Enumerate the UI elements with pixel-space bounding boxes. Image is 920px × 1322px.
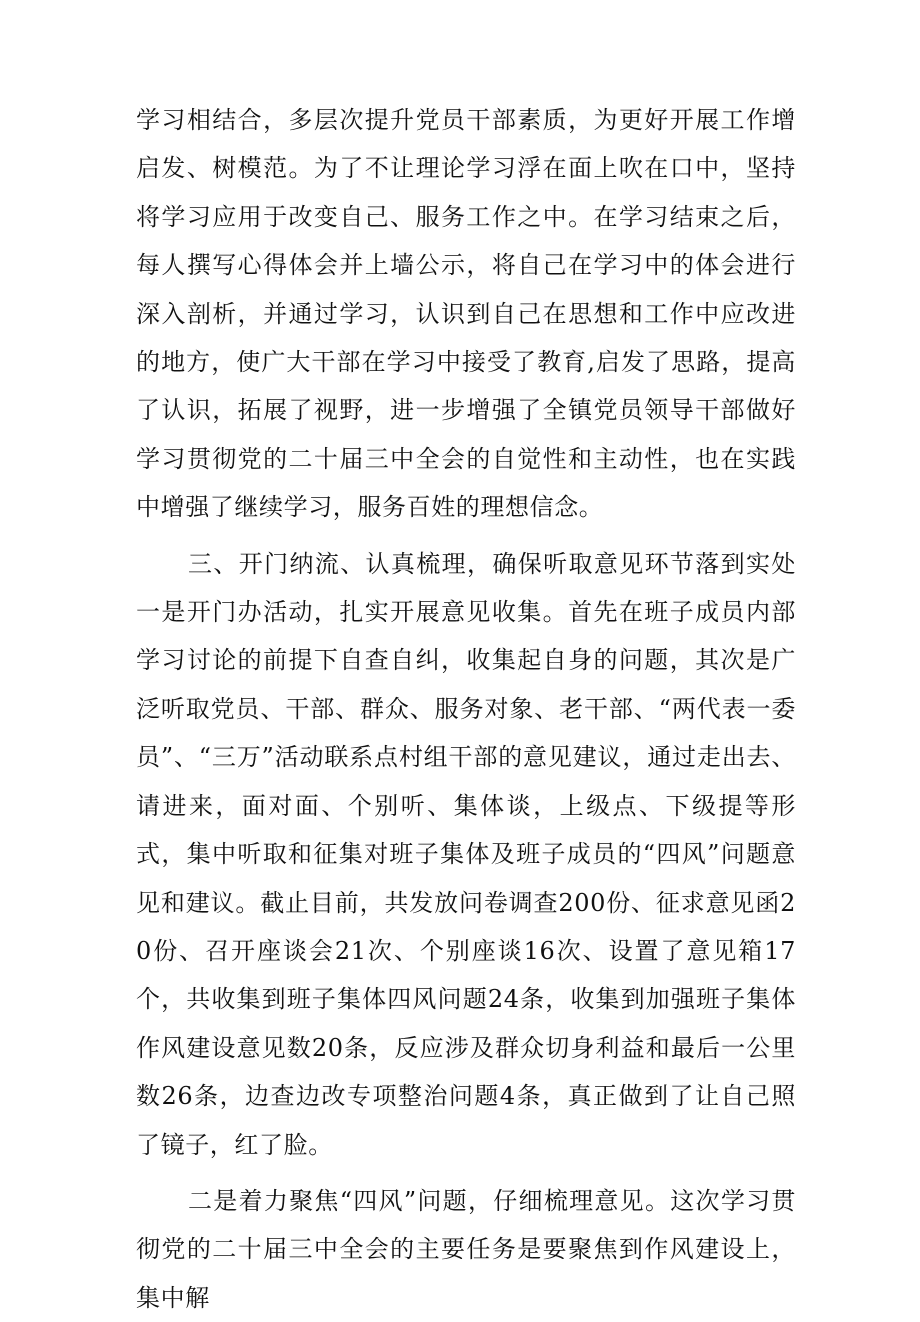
- document-body: [136, 96, 796, 1322]
- paragraph-continuation: 学习相结合，多层次提升党员干部素质，为更好开展工作增启发、树模范。为了不让理论学习浮在面上吹在口中，坚持将学习应用于改变自己、服务工作之中。在学习结束之后，每人撰写心得体会并上墙公示，将自己在学习中的体会进行深入剖析，并通过学习，认识到自己在思想和工作中应改进的地方，使广大干部在学习中接受了教育,启发了思路，提高了认识，拓展了视野，进一步增强了全镇党员领导干部做好学习贯彻党的二十届三中全会的自觉性和主动性，也在实践中增强了继续学习，服务百姓的理想信念。: [136, 106, 796, 522]
- paragraph-point-two: 二是着力聚焦“四风”问题，仔细梳理意见。这次学习贯彻党的二十届三中全会的主要任务是要聚焦到作风建设上，集中解: [136, 1186, 796, 1312]
- paragraph-section-three: 三、开门纳流、认真梳理，确保听取意见环节落到实处一是开门办活动，扎实开展意见收集。首先在班子成员内部学习讨论的前提下自查自纠，收集起自身的问题，其次是广泛听取党员、干部、群众、服务对象、老干部、“两代表一委员”、“三万”活动联系点村组干部的意见建议，通过走出去、请进来，面对面、个别听、集体谈，上级点、下级提等形式，集中听取和征集对班子集体及班子成员的“四风”问题意见和建议。截止目前，共发放问卷调查200份、征求意见函20份、召开座谈会21次、个别座谈16次、设置了意见箱17个，共收集到班子集体四风问题24条，收集到加强班子集体作风建设意见数20条，反应涉及群众切身利益和最后一公里数26条，边查边改专项整治问题4条，真正做到了让自己照了镜子，红了脸。: [136, 549, 796, 1159]
